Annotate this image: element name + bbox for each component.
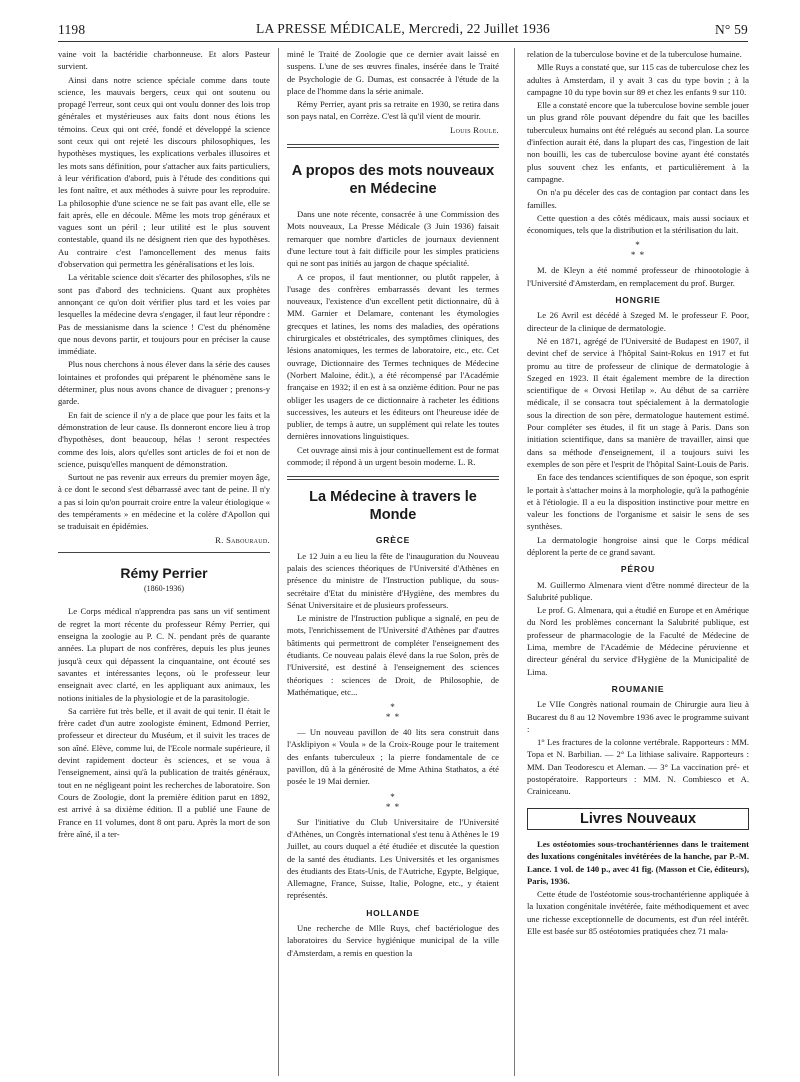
paragraph: Le 12 Juin a eu lieu la fête de l'inauguration du Nouveau palais des sciences théoriques de l'Université d'Athènes en présence du ministre de l'Instruction publique, du sous-secrétaire d'Etat du ministère d'Hygiène, des membres du Sénat Universitaire et de plusieurs professeurs. <box>287 550 499 610</box>
page-header <box>58 18 748 40</box>
column-1 <box>58 48 270 1076</box>
paragraph: Sa carrière fut très belle, et il avait de qui tenir. Il était le frère cadet d'un autre zoologiste éminent, Edmond Perrier, professeur et directeur du Muséum, et il suivit les traces de son aîné. Elève, comme lui, de l'Ecole normale supérieure, il devint rapidement docteur ès sciences, et se voua à l'enseignement, ainsi qu'à la publication de traités généraux, tout en ne négligeant point les recherches de laboratoire. Son Cours de Zoologie, dont la première édition parut en 1892, est arrivé à sa dixième édition. Il a publié une Faune de France en 11 volumes, dont 8 ont paru. Après la mort de son frère aîné, il a ter- <box>58 705 270 839</box>
paragraph: Rémy Perrier, ayant pris sa retraite en 1930, se retira dans son pays natal, en Corrèze. C'est là qu'il vient de mourir. <box>287 99 499 122</box>
country-heading: GRÈCE <box>375 535 411 546</box>
paragraph: Surtout ne pas revenir aux erreurs du premier moyen âge, à ce dont le second s'est débarrassé avec tant de peine. Il n'y a pas si loin qu'on pourrait croire entre la valeur étiologique « des tempéraments » en médecine et la colère d'Apollon qui se traduisait en épidémies. <box>58 472 270 532</box>
paragraph: On n'a pu déceler des cas de contagion par contact dans les familles. <box>527 187 749 210</box>
paragraph: M. Guillermo Almenara vient d'être nommé directeur de la Salubrité publique. <box>527 579 749 602</box>
separator-asterisks: * * * <box>630 240 646 261</box>
paragraph: Né en 1871, agrégé de l'Université de Budapest en 1907, il devint chef de service à l'hôpital Saint-Rokus en 1917 et fut promu au titre de professeur de clinique de dermatologie à Szeged en 1923. Il était également membre de la direction scientifique de « Orvosi Hetilap ». Au début de sa carrière médicale, il se consacra tout spécialement à la dermatologie sous la direction de son père, dermatologue hautement estimé. Pour compléter ses études, il fit un stage à Paris. Dans son initiation scientifique, dans sa manière de travailler, ainsi que dans sa méthode d'enseignement, il a toujours suivi les exemples de son père et l'esprit de l'hôpital Saint-Louis de Paris. <box>527 335 749 469</box>
issue-number: N° 59 <box>714 22 748 37</box>
obituary-dates: (1860-1936) <box>144 584 184 594</box>
paragraph: Ainsi dans notre science spéciale comme dans toute science, les mauvais bergers, ceux qui ont soutenu ou propagé l'erreur, sont ceux qui ont voulu donner des lois trop générales et mystérieuses aux faits dont nous étions les témoins. Ceux qui ont créé, fondé et développé la science sont ceux qui ont rejeté les discours philosophiques, les hypothèses mystiques, les explications verbales illusoires et les mots sans définition, pour s'attacher aux faits particuliers, à leur vérification d'abord, puis à l'étude des conditions qui les font naître, et aux méthodes à suivre pour les reproduire. La philosophie d'une science ne se fait pas avant elle, elle se fait après, elle en découle. Même les mots trop généraux et vagues sont un péril ; leur utilité est le plus souvent contestable, quand ils ne désignent rien que des hypothèses. Au contraire c'est l'amoncellement des menus faits d'observation qui permettra les généralisations et les lois. <box>58 74 270 270</box>
column-2 <box>287 48 499 1076</box>
paragraph: — Un nouveau pavillon de 40 lits sera construit dans l'Asklipiyon « Voula » de la Croix-Rouge pour le traitement des enfants tuberculeux ; la pierre fondamentale de ce pavillon, dû à la générosité de Mme Athina Stathatos, a été posée le 19 Mai dernier. <box>287 727 499 787</box>
column-divider-2 <box>514 48 515 1076</box>
paragraph: Le 26 Avril est décédé à Szeged M. le professeur F. Poor, directeur de la clinique de dermatologie. <box>527 310 749 333</box>
separator-asterisks: * * * <box>385 702 401 723</box>
author-signature: Louis Roule. <box>450 124 499 135</box>
paragraph: En face des tendances scientifiques de son époque, son esprit le portait à s'attacher moins à la morphologie, qu'à la pathogénie et à l'étiologie. Il a eu la disposition instinctive pour mettre en valeur les fonctions de l'organisme et saisir le sens de ses synthèses. <box>527 472 749 532</box>
paragraph: Le ministre de l'Instruction publique a signalé, en peu de mots, l'enrichissement de l'Université d'Athènes par d'autres bâtiments qui permettront de compléter l'enseignement des étudiants. Ce nouveau palais élevé dans la rue Solon, près de l'Université, est destiné à l'enseignement des sciences théoriques : sciences de Droit, de Philosophie, de Mathématique, etc... <box>287 613 499 697</box>
paragraph: Cet ouvrage ainsi mis à jour continuellement est de format commode; il répond à un urgent besoin moderne. L. R. <box>287 444 499 468</box>
header-rule <box>58 41 748 42</box>
separator-asterisks: * * * <box>385 791 401 812</box>
country-heading: ROUMANIE <box>611 683 665 694</box>
paragraph: Une recherche de Mlle Ruys, chef bactériologue des laboratoires du Service hygiénique municipal de la ville d'Amsterdam, a remis en question la <box>287 923 499 958</box>
country-heading: HOLLANDE <box>366 907 420 918</box>
book-title: Les ostéotomies sous-trochantériennes dans le traitement des luxations congénitales invétérées de la hanche, par P.-M. Lance. 1 vol. de 140 p., avec 41 fig. (Masson et Cie, éditeurs), Paris, 1936. <box>527 838 749 886</box>
paragraph: Cette étude de l'ostéotomie sous-trochantérienne appliquée à la luxation congénitale invétérée, faite méthodiquement et avec une richesse exceptionnelle de documents, est d'un réel intérêt. Elle est basée sur 85 ostéotomies pratiquées chez 71 mala- <box>527 889 749 936</box>
paragraph: Elle a constaté encore que la tuberculose bovine semble jouer un plus grand rôle pouvant dépendre du fait que les bacilles tuberculeux humains ont été relégués au second plan. La source d'infection aurait été, dans la plupart des cas, l'ingestion de lait non bouilli, les cas de tuberculose bovine ayant été constatés plus souvent chez les enfants, et particulièrement à la campagne. <box>527 100 749 184</box>
paragraph: Le Corps médical n'apprendra pas sans un vif sentiment de regret la mort récente du professeur Rémy Perrier, qui enseigna la zoologie au P. C. N. pendant près de quarante années. La plupart de nos confrères, depuis les plus jeunes jusqu'à ceux qui dépassent la cinquantaine, ont écouté ses savantes et intéressantes leçons, où le professeur leur enseignait avec clarté, en les appliquant aux animaux, les notions initiales de la physiologie et de la parasitologie. <box>58 606 270 703</box>
section-rule <box>58 552 270 553</box>
journal-title: LA PRESSE MÉDICALE, Mercredi, 22 Juillet 1936 <box>256 21 550 36</box>
paragraph: M. de Kleyn a été nommé professeur de rhinootologie à l'Université d'Amsterdam, en remplacement du prof. Burger. <box>527 265 749 288</box>
paragraph: miné le Traité de Zoologie que ce dernier avait laissé en suspens. L'une de ses œuvres finales, insérée dans le Traité de Psychologie de G. Dumas, est consacrée à l'étude de la place de l'homme dans la série animale. <box>287 49 499 96</box>
paragraph: Mlle Ruys a constaté que, sur 115 cas de tuberculose chez les adultes à Amsterdam, il y avait 3 cas du type bovin ; à la campagne 10 du type bovin sur 89 et chez les enfants 9 sur 110. <box>527 62 749 97</box>
paragraph: La dermatologie hongroise ainsi que le Corps médical déplorent la perte de ce grand savant. <box>527 534 749 557</box>
books-section-title: Livres Nouveaux <box>527 808 749 830</box>
author-signature: R. Sabouraud. <box>215 534 270 545</box>
page-number: 1198 <box>58 22 86 37</box>
section-rule <box>287 144 499 148</box>
section-title: La Médecine à travers le Monde <box>309 489 477 524</box>
article-title: A propos des mots nouveaux en Médecine <box>291 163 495 198</box>
section-rule <box>287 476 499 480</box>
paragraph: 1° Les fractures de la colonne vertébrale. Rapporteurs : MM. Topa et N. Barbilian. — 2° La lithiase salivaire. Rapporteurs : MM. Dan Teodorescu et Aleman. — 3° La vaccination pré- et postopératoire. Rapporteurs : MM. N. Combiesco et A. Crainiceanu. <box>527 737 749 797</box>
paragraph: Plus nous cherchons à nous élever dans la série des causes lointaines et profondes qui préparent le phénomène sans le déterminer, plus nous avons chance de divaguer ; prenons-y garde. <box>58 359 270 407</box>
column-3 <box>527 48 749 1076</box>
paragraph: La véritable science doit s'écarter des philosophes, s'ils ne sont pas d'abord des techniciens. Quant aux prophètes annonçant ce qu'on doit vérifier plus tard et les voies par lesquelles la médecine devra s'engager, il faut leur répondre : Pas de messianisme dans la science ! C'est du phénomène que nous devons partir, et toujours pour en préciser la cause immédiate. <box>58 272 270 357</box>
paragraph: En fait de science il n'y a de place que pour les faits et la démonstration de leur cause. Ils donneront encore lieu à trop d'hypothèses, dont beaucoup, hélas ! seront respectées comme des lois, alors qu'elles sont articles de foi et non de science, puisqu'elles manquent de démonstration. <box>58 409 270 469</box>
paragraph: A ce propos, il faut mentionner, ou plutôt rappeler, à l'usage des confrères embarrassés devant les termes nouveaux, l'existence d'un excellent petit dictionnaire, dû à MM. Garnier et Delamare, contenant les étymologies grecques et latines, les noms des maladies, des opérations chirurgicales et obstétricales, des symptômes cliniques, des lésions anatomiques, les termes de laboratoire, etc., etc. Cet ouvrage, Dictionnaire des Termes techniques de Médecine (Norbert Maloine, édit.), a été récompensé par l'Académie française en 1932; il en est à sa onzième édition. Pour ne pas obliger les usagers de ce dictionnaire à racheter les éditions successives, les auteurs et les éditeurs ont l'heureuse idée de publier, de temps à autre, un supplément qui relate les toutes dernières innovations linguistiques. <box>287 271 499 442</box>
obituary-title: Rémy Perrier <box>120 564 208 581</box>
country-heading: PÉROU <box>620 564 656 575</box>
paragraph: Le VIIe Congrès national roumain de Chirurgie aura lieu à Bucarest du 8 au 12 Novembre 1936 avec le programme suivant : <box>527 699 749 734</box>
paragraph: Le prof. G. Almenara, qui a étudié en Europe et en Amérique du Nord les problèmes concernant la Salubrité publique, est professeur de pharmacologie de la Faculté de Médecine de Lima, membre de l'Académie de Médecine péruvienne et directeur général du service d'Hygiène de la Municipalité de Lima. <box>527 605 749 677</box>
paragraph: Cette question a des côtés médicaux, mais aussi sociaux et économiques, tels que la distribution et la stérilisation du lait. <box>527 212 749 236</box>
column-divider-1 <box>278 48 279 1076</box>
paragraph: Sur l'initiative du Club Universitaire de l'Université d'Athènes, un Congrès international s'est tenu à Athènes le 19 Juillet, au cours duquel a été étudiée et discutée la question de la santé des étudiants. Les Universités et les organismes des étudiants des Etats-Unis, de l'Autriche, Egypte, Belgique, Allemagne, France, Suisse, Italie, Pologne, etc., y étaient représentés. <box>287 816 499 901</box>
paragraph: vaine voit la bactéridie charbonneuse. Et alors Pasteur survient. <box>58 49 270 72</box>
paragraph: Dans une note récente, consacrée à une Commission des Mots nouveaux, La Presse Médicale (3 Juin 1936) faisait remarquer que nombre d'articles de journaux deviennent d'une lecture tout à fait difficile pour les simples praticiens qui ne sont pas initiés au jargon de chaque spécialité. <box>287 209 499 269</box>
country-heading: HONGRIE <box>615 295 661 306</box>
paragraph: relation de la tuberculose bovine et de la tuberculose humaine. <box>527 49 742 59</box>
